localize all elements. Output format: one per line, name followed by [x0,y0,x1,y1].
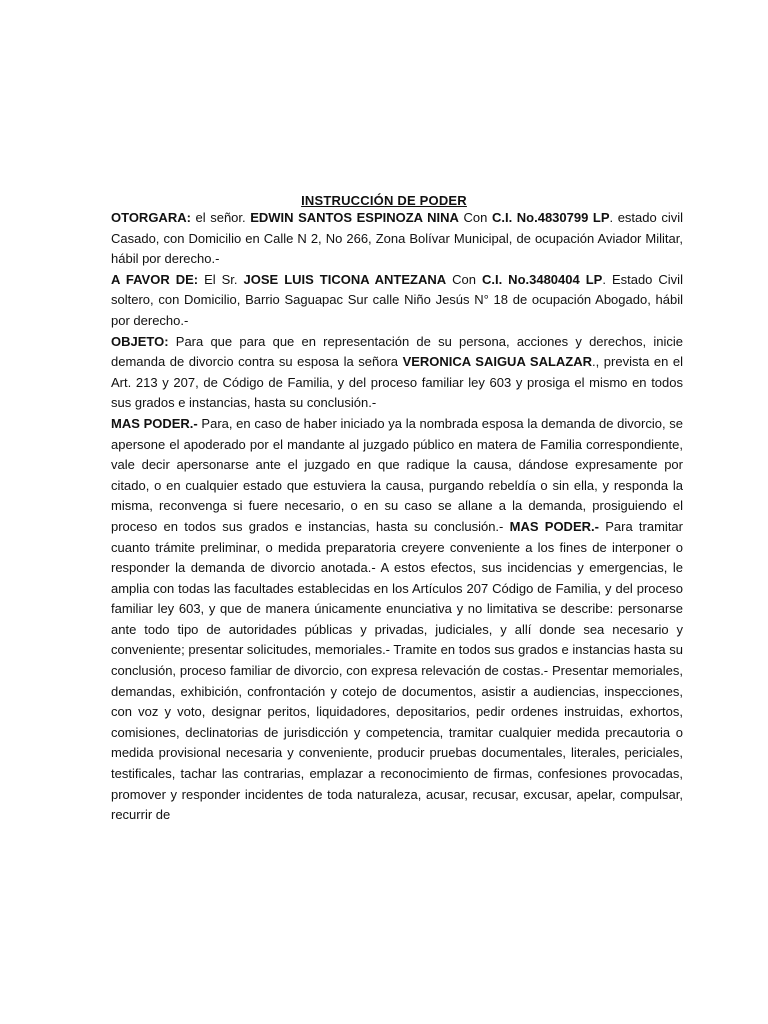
otorgara-text-3: . estado civil Casado, con Domicilio en Calle N 2, No 266, Zona Bolívar Municipal, de ocupación Aviador Militar, hábil por derecho.- [111,210,683,267]
objeto-paragraph [111,332,683,414]
otorgara-paragraph [111,208,683,270]
a-favor-paragraph [111,270,683,332]
otorgara-label: OTORGARA: [111,210,191,225]
a-favor-text-3: . Estado Civil soltero, con Domicilio, Barrio Saguapac Sur calle Niño Jesús N° 18 de ocupación Abogado, hábil por derecho.- [111,271,683,328]
objeto-name: VERONICA SAIGUA SALAZAR [402,354,593,370]
a-favor-text-1: El Sr. [198,271,244,287]
objeto-text-1: Para que para que en representación de su persona, acciones y derechos, inicie demanda de divorcio contra su esposa la señora [111,333,683,370]
objeto-text-2: ., prevista en el Art. 213 y 207, de Código de Familia, y del proceso familiar ley 603 y prosiga el mismo en todos sus grados e instancias, hasta su conclusión.- [111,354,684,411]
mas-poder-1-text: Para, en caso de haber iniciado ya la nombrada esposa la demanda de divorcio, se apersone el apoderado por el mandante al juzgado público en matera de Familia correspondiente, vale decir apersonarse ante el juzgado en que radique la causa, dándose expresamente por citado, o en cualquier estado que estuviera la causa, purgando rebeldía o sin ella, y responda la misma, reconvenga si fuere necesario, o en su caso se allane a la demanda, prosiguiendo el proceso en todos sus grados e instancias, hasta su conclusión.- [111,415,683,534]
otorgara-ci: C.I. No.4830799 LP [491,210,610,225]
document-body [111,208,683,826]
mas-poder-paragraph [111,414,683,826]
objeto-label: OBJETO: [111,333,169,349]
a-favor-text-2: Con [446,271,482,287]
otorgara-text-2: Con [458,210,492,225]
mas-poder-2-text: Para tramitar cuanto trámite preliminar, o medida preparatoria creyere conveniente a los fines de interponer o responder la demanda de divorcio anotada.- A estos efectos, sus incidencias y emergencias, le amplia con todas las facultades establecidas en los Artículos 207 Código de Familia, y del proceso familiar ley 603, y que de manera únicamente enunciativa y no limitativa se describe: personarse ante todo tipo de autoridades públicas y privadas, judiciales, y allí donde sea necesario y conveniente; presentar solicitudes, memoriales.- Tramite en todos sus grados e instancias hasta su conclusión, proceso familiar de divorcio, con expresa relevación de costas.- Presentar memoriales, demandas, exhibición, confrontación y cotejo de documentos, asistir a audiencias, inspecciones, con voz y voto, designar peritos, liquidadores, depositarios, pedir ordenes instruidas, exhortos, comisiones, declinatorias de jurisdicción y competencia, tramitar cualquier medida precautoria o medida provisional necesaria y conveniente, producir pruebas documentales, literales, periciales, testificales, tachar las contrarias, emplazar a reconocimiento de firmas, confesiones provocadas, promover y responder incidentes de toda naturaleza, acusar, recusar, excusar, apelar, compulsar, recurrir de [111,518,683,823]
otorgara-text-1: el señor. [190,210,251,225]
otorgara-name: EDWIN SANTOS ESPINOZA NINA [250,210,459,225]
mas-poder-1-label: MAS PODER.- [111,415,198,431]
a-favor-name: JOSE LUIS TICONA ANTEZANA [243,271,447,287]
a-favor-ci: C.I. No.3480404 LP [481,271,603,287]
document-title: INSTRUCCIÓN DE PODER [301,193,467,208]
a-favor-label: A FAVOR DE: [111,271,199,287]
mas-poder-2-label: MAS PODER.- [509,518,599,534]
